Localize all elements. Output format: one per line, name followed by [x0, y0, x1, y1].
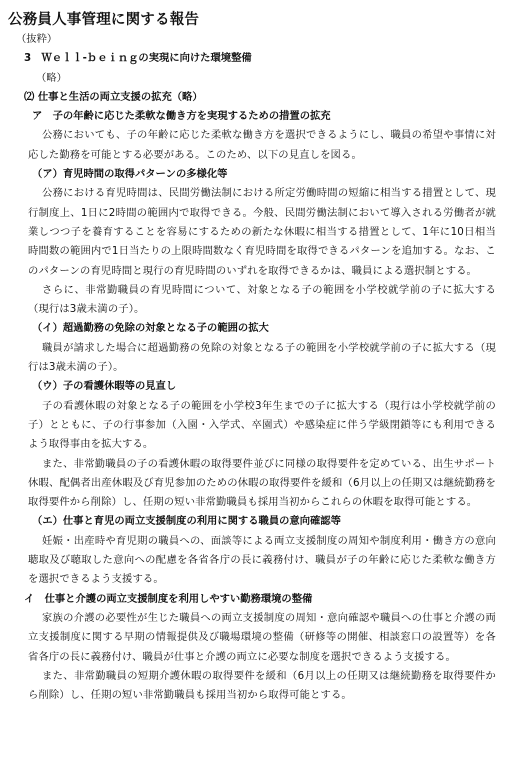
- item-a2-paragraph-1: 職員が請求した場合に超過勤務の免除の対象となる子の範囲を小学校就学前の子に拡大する（現行は3歳未満の子）。: [28, 341, 496, 374]
- item-a4-heading: （エ）仕事と育児の両立支援制度の利用に関する職員の意向確認等: [32, 515, 341, 528]
- item-a1-paragraph-1: 公務における育児時間は、民間労働法制における所定労働時間の短縮に相当する措置として、現行制度上、1日に2時間の範囲内で取得できる。今般、民間労働法制において導入される労働者が就業しつつ子を養育することを容易にするための新たな休暇に相当する措置として、1年に10日相当時間数の範囲内で1日当たりの上限時間数なく育児時間を取得できるパターンを追加する。なお、このパターンの育児時間と現行の育児時間のいずれを取得できるかは、職員による選択制とする。: [28, 187, 496, 277]
- section-3-heading: 3 Ｗｅｌｌ-ｂｅｉｎｇの実現に向けた環境整備: [24, 52, 252, 65]
- item-i-heading: イ 仕事と介護の両立支援制度を利用しやすい勤務環境の整備: [24, 592, 313, 605]
- item-a-body: 公務においても、子の年齢に応じた柔軟な働き方を選択できるようにし、職員の希望や事情に対応した勤務を可能とする必要がある。このため、以下の見直しを図る。: [28, 129, 496, 161]
- item-a3-heading: （ウ）子の看護休暇等の見直し: [32, 380, 177, 393]
- excerpt-note: （抜粋）: [16, 33, 58, 45]
- item-a1-paragraph-2: さらに、非常勤職員の育児時間について、対象となる子の範囲を小学校就学前の子に拡大する（現行は3歳未満の子）。: [28, 283, 496, 316]
- item-a3-paragraph-1: 子の看護休暇の対象となる子の範囲を小学校3年生までの子に拡大する（現行は小学校就学前の子）とともに、子の行事参加（入園・入学式、卒園式）や感染症に伴う学級閉鎖等にも利用できるよう取得事由を拡大する。: [28, 399, 496, 451]
- item-i-paragraph-2: また、非常勤職員の短期介護休暇の取得要件を緩和（6月以上の任期又は継続勤務を取得要件から削除）し、任期の短い非常勤職員も採用当初から取得可能とする。: [28, 669, 496, 702]
- item-a2-heading: （イ）超過勤務の免除の対象となる子の範囲の拡大: [32, 322, 269, 335]
- document-title: 公務員人事管理に関する報告: [8, 12, 200, 28]
- item-a1-heading: （ア）育児時間の取得パターンの多様化等: [32, 168, 228, 181]
- omitted-note: （略）: [36, 71, 67, 84]
- item-a-heading: ア 子の年齢に応じた柔軟な働き方を実現するための措置の拡充: [32, 110, 331, 123]
- subsection-2-heading: ⑵ 仕事と生活の両立支援の拡充（略）: [24, 90, 203, 103]
- item-a3-paragraph-2: また、非常勤職員の子の看護休暇の取得要件並びに同様の取得要件を定めている、出生サポート休暇、配偶者出産休暇及び育児参加のための休暇の取得要件を緩和（6月以上の任期又は継続勤務を取得要件から削除）し、任期の短い非常勤職員も採用当初からこれらの休暇を取得可能とする。: [28, 457, 496, 509]
- item-a4-paragraph-1: 妊娠・出産時や育児期の職員への、面談等による両立支援制度の周知や制度利用・働き方の意向聴取及び聴取した意向への配慮を各省各庁の長に義務付け、職員が子の年齢に応じた柔軟な働き方を選択できるよう支援する。: [28, 534, 496, 586]
- item-i-paragraph-1: 家族の介護の必要性が生じた職員への両立支援制度の周知・意向確認や職員への仕事と介護の両立支援制度に関する早期の情報提供及び職場環境の整備（研修等の開催、相談窓口の設置等）を各省各庁の長に義務付け、職員が仕事と介護の両立に必要な制度を選択できるよう支援する。: [28, 611, 496, 663]
